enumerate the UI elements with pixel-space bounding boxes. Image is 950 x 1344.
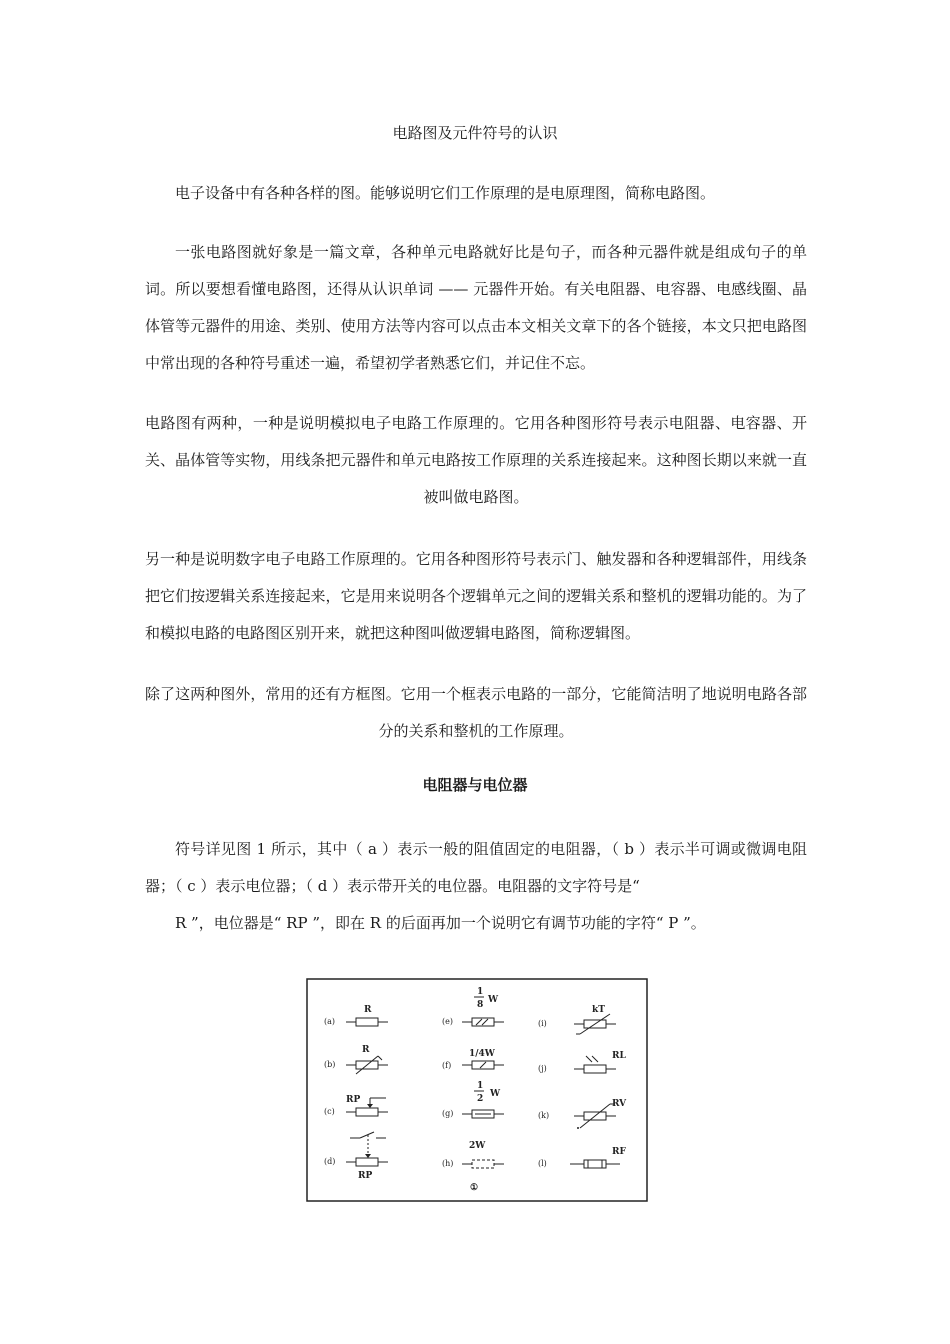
page-title: 电路图及元件符号的认识 [392, 124, 558, 142]
svg-text:W: W [488, 995, 499, 1005]
svg-text:W: W [490, 1089, 501, 1099]
svg-text:(a): (a) [324, 1017, 336, 1026]
symbol-f-quarter-watt [442, 1049, 504, 1070]
figure-resistor-symbols [306, 978, 648, 1202]
svg-text:(j): (j) [538, 1064, 547, 1073]
svg-text:2W: 2W [469, 1141, 486, 1151]
svg-text:(i): (i) [538, 1019, 547, 1028]
svg-text:(f): (f) [442, 1061, 452, 1070]
symbol-g-half-watt [442, 1081, 504, 1118]
svg-text:1: 1 [477, 987, 484, 997]
svg-text:(d): (d) [324, 1157, 336, 1166]
symbol-k-varistor [538, 1099, 627, 1129]
symbol-e-eighth-watt [442, 987, 504, 1026]
symbol-c-potentiometer [324, 1095, 388, 1116]
symbol-l-fusible-resistor [538, 1147, 626, 1168]
svg-text:(k): (k) [538, 1111, 550, 1120]
paragraph-block-diagram: 除了这两种图外，常用的还有方框图。它用一个框表示电路的一部分，它能简洁明了地说明电路各部分的关系和整机的工作原理。 [145, 685, 807, 740]
svg-text:kT: kT [592, 1005, 605, 1015]
svg-text:2: 2 [477, 1094, 484, 1104]
paragraph-resistor-main: 符号详见图 1 所示，其中（ a ）表示一般的阻值固定的电阻器，（ b ）表示半可调或微调电阻器；（ c ）表示电位器；（ d ）表示带开关的电位器。电阻器的文字符号是“ [145, 840, 807, 895]
symbol-i-thermistor [538, 1005, 616, 1034]
svg-text:(c): (c) [324, 1107, 335, 1116]
svg-text:RF: RF [612, 1147, 626, 1157]
svg-text:(l): (l) [538, 1159, 547, 1168]
paragraph-intro: 电子设备中有各种各样的图。能够说明它们工作原理的是电原理图，简称电路图。 [175, 184, 716, 202]
paragraph-analogy: 一张电路图就好象是一篇文章，各种单元电路就好比是句子，而各种元器件就是组成句子的单词。所以要想看懂电路图，还得从认识单词 —— 元器件开始。有关电阻器、电容器、电感线圈、晶体管等元器件的用途、类别、使用方法等内容可以点击本文相关文章下的各个链接，本文只把电路图中常出现的各种符号重述一遍，希望初学者熟悉它们，并记住不忘。 [145, 243, 807, 372]
paragraph-resistor-last: R ”，电位器是“ RP ”，即在 R 的后面再加一个说明它有调节功能的字符“ P ”。 [175, 914, 706, 932]
svg-text:8: 8 [477, 1000, 484, 1010]
svg-text:(e): (e) [442, 1017, 453, 1026]
svg-text:(g): (g) [442, 1109, 454, 1118]
symbol-j-photoresistor [538, 1051, 626, 1073]
symbol-a-fixed-resistor [324, 1005, 388, 1026]
paragraph-resistor-symbols [145, 831, 807, 942]
figure-caption: ① [470, 1183, 479, 1193]
svg-text:RP: RP [346, 1095, 361, 1105]
symbol-h-two-watt [442, 1141, 504, 1193]
section-heading-resistor: 电阻器与电位器 [422, 776, 528, 794]
svg-text:(h): (h) [442, 1159, 454, 1168]
svg-text:R: R [362, 1045, 370, 1055]
svg-text:RL: RL [612, 1051, 626, 1061]
svg-text:RV: RV [612, 1099, 627, 1109]
paragraph-logic-circuit: 另一种是说明数字电子电路工作原理的。它用各种图形符号表示门、触发器和各种逻辑部件，用线条把它们按逻辑关系连接起来，它是用来说明各个逻辑单元之间的逻辑关系和整机的逻辑功能的。为了和模拟电路的电路图区别开来，就把这种图叫做逻辑电路图，简称逻辑图。 [145, 550, 807, 642]
paragraph-analog-circuit: 电路图有两种，一种是说明模拟电子电路工作原理的。它用各种图形符号表示电阻器、电容器、开关、晶体管等实物，用线条把元器件和单元电路按工作原理的关系连接起来。这种图长期以来就一直被叫做电路图。 [145, 414, 807, 506]
symbol-d-switch-potentiometer [324, 1132, 388, 1181]
svg-text:1/4W: 1/4W [469, 1049, 495, 1059]
svg-text:(b): (b) [324, 1060, 336, 1069]
symbol-b-trimmer-resistor [324, 1045, 388, 1074]
resistor-symbols-diagram [306, 978, 648, 1202]
svg-text:RP: RP [358, 1171, 373, 1181]
svg-text:1: 1 [477, 1081, 484, 1091]
svg-text:R: R [364, 1005, 372, 1015]
